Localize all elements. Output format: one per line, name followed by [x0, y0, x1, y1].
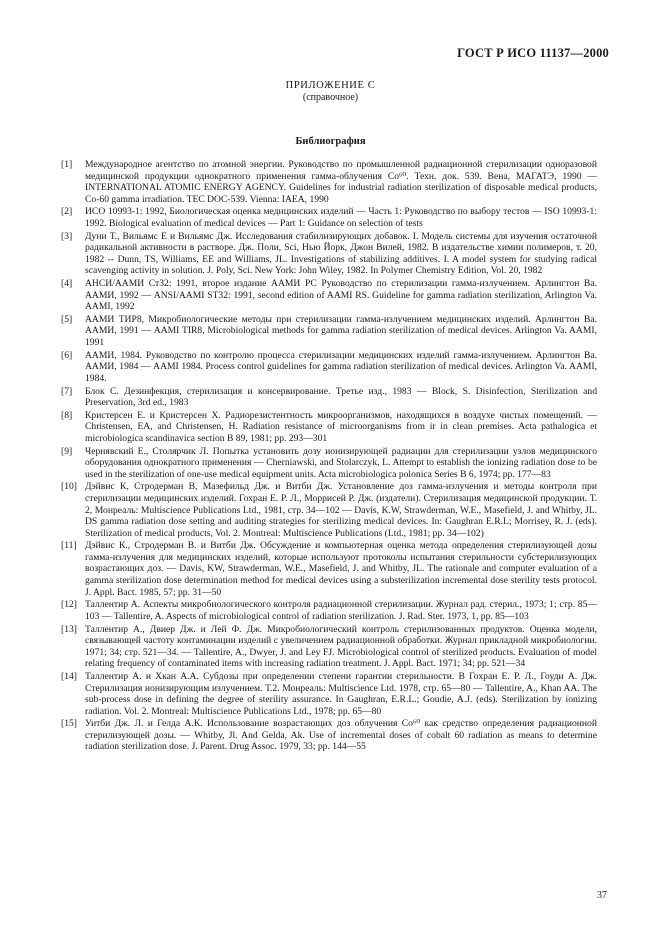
reference-item — [61, 278, 597, 313]
reference-item — [61, 624, 597, 670]
reference-item — [61, 481, 597, 539]
reference-number: [11] — [61, 540, 77, 552]
page-number: 37 — [597, 890, 607, 901]
reference-number: [5] — [61, 313, 73, 325]
reference-number: [14] — [61, 670, 77, 682]
reference-item — [61, 718, 597, 753]
reference-text: ААМИ, 1984. Руководство по контролю процесса стерилизации медицинских изделий гамма-излучением. Арлингтон Ва. ААМИ, 1984 — AAMI 1984. Process control guidelines for gamma radiation sterilization of medical devices. Arlington Va. AAMI, 1984. — [85, 349, 597, 384]
reference-number: [13] — [61, 623, 77, 635]
reference-text: ААМИ ТИР8, Микробиологические методы при стерилизации гамма-излучением медицинских изделий. Арлингтон Ва. ААМИ, 1991 — AAMI TIR8, Microbiological methods for gamma radiation sterilization of medical devices. Arlington Va. AAMI, 1991 — [85, 313, 597, 348]
reference-item — [61, 599, 597, 622]
reference-item — [61, 314, 597, 349]
reference-number: [2] — [61, 206, 73, 218]
reference-text: ИСО 10993-1: 1992, Биологическая оценка медицинских изделий — Часть 1: Руководство по выбору тестов — ISO 10993-1: 1992. Biological evaluation of medical devices — Part 1: Guidance on selection of tests — [85, 206, 597, 229]
reference-item — [61, 206, 597, 229]
document-standard-header: ГОСТ Р ИСО 11137—2000 — [457, 46, 609, 60]
reference-item — [61, 671, 597, 717]
reference-number: [3] — [61, 230, 73, 242]
reference-number: [9] — [61, 445, 73, 457]
reference-text: Блок С. Дезинфекция, стерилизация и консервирование. Третье изд., 1983 — Block, S. Disinfection, Sterilization and Preservation, 3rd ed., 1983 — [85, 385, 597, 409]
reference-item — [61, 540, 597, 598]
reference-item — [61, 159, 597, 205]
reference-text: Дэйвис К, Стродерман В, Мазефильд Дж. и Витби Дж. Установление доз гамма-излучения и методы контроля при стерилизации медицинских изделий. Гохран Е. Р. Л., Моррисей Р. Дж. (издатели). Стерилизация медицинской продукции. Т. 2, Монреаль: Multiscience Publications Ltd., 1981, стр. 34—102 — Davis, K.W, Strawderman, W.E., Masefield, J. and Whitby, JL. DS gamma radiation dose setting and auditing strategies for sterilizing medical devices. In: Gaughran E.R.L; Morrisey, R. J. (eds). Sterilization of medical products, Vol. 2. Montreal: Multiscience Publications (Ltd., 1981; pp. 34—102) — [85, 481, 597, 539]
reference-number: [1] — [61, 159, 73, 170]
reference-item — [61, 446, 597, 481]
appendix-subtitle: (справочное) — [302, 92, 359, 103]
reference-text: Таллентир А., Двиер Дж. и Лей Ф. Дж. Микробиологический контроль стерилизованных продуктов. Оценка модели, связывающей частоту контаминации изделий с увеличением радиационной обработки. Журнал прикладной микробиологии. 1971; 34; стр. 521—34. — Tallentire, A., Dwyer, J. and Ley FJ. Microbiological control of sterilized products. Evaluation of model relating frequency of contaminated items with increasing radiation treatment. J. Appl. Bact. 1971; 34; pp. 521—34 — [85, 623, 597, 670]
reference-text: АНСИ/ААМИ Ст32: 1991, второе издание ААМИ РС Руководство по стерилизации гамма-излучением. Арлингтон Ва. ААМИ, 1992 — ANSI/AAMI ST32: 1991, second edition of AAMI RS. Guideline for gamma radiation sterilization, Arlington Va. AAMI, 1992 — [85, 278, 597, 313]
appendix-heading — [0, 80, 661, 104]
reference-number: [12] — [61, 599, 77, 611]
reference-text: Международное агентство по атомной энергии. Руководство по промышленной радиационной стерилизации одноразовой медицинской продукции однократного применения гамма-облучения Co⁶⁰. Техн. док. 539. Вена, МАГАТЭ, 1990 — INTERNATIONAL ATOMIC ENERGY AGENCY. Guidelines for industrial radiation sterilization of disposable medical products, Co-60 gamma irradiation. TEC DOC-539. Vienna: IAEA, 1990 — [85, 159, 597, 205]
reference-number: [6] — [61, 349, 73, 361]
reference-number: [10] — [61, 481, 77, 493]
reference-number: [7] — [61, 385, 73, 397]
reference-item — [61, 386, 597, 409]
reference-item — [61, 231, 597, 277]
reference-text: Таллентир А. Аспекты микробиологического контроля радиационной стерилизации. Журнал рад. стерил., 1973; 1; стр. 85—103 — Tallentire, A. Aspects of microbiological control of radiation sterilization. J. Rad. Ster. 1973, 1, pp. 85—103 — [85, 599, 597, 622]
reference-item — [61, 350, 597, 385]
reference-item — [61, 410, 597, 445]
appendix-title: ПРИЛОЖЕНИЕ С — [285, 80, 376, 91]
reference-text: Чернявский Е., Столярчик Л. Попытка установить дозу ионизирующей радиации для стерилизации узлов медицинского оборудования однократного применения — Cherniawski, and Stolarczyk, L. Attempt to establish the ionizing radiation dose to be used in the sterilization of one-use medical equipment units. Acta microbiologica polonica Series B 6, 1974; pp. 177—83 — [85, 445, 597, 480]
reference-list — [61, 159, 597, 754]
bibliography-title: Библиография — [295, 136, 366, 147]
reference-number: [8] — [61, 409, 73, 421]
reference-text: Таллентир А. и Хкан А.А. Субдозы при определении степени гарантии стерильности. В Гохран Е. Р. Л., Гоуди А. Дж. Стерилизация ионизирующим излучением. Т.2. Монреаль: Multiscience Ltd. 1978, стр. 65—80 — Tallentire, A., Khan AA. The sub-process dose in defining the degree of sterility assurance. In Gaughran, E.R.L.; Goudie, A.J. (eds). Sterilization by ionizing radiation. Vol. 2. Montreal: Multiscience Publications Ltd., 1978; pp. 65—80 — [85, 670, 597, 717]
reference-text: Уитби Дж. Л. и Гелда А.К. Использование возрастающих доз облучения Co⁶⁰ как средство определения радиационной стерилизующей дозы. — Whitby, Jl. And Gelda, Ak. Use of incremental doses of cobalt 60 radiation as means to determine radiation sterilization dose. J. Parent. Drug Assoc. 1979, 33; pp. 144—55 — [85, 718, 597, 753]
reference-text: Кристерсен Е. и Кристерсен Х. Радиорезистентность микроорганизмов, находящихся в воздухе чистых помещений. — Christensen, EA, and Christensen, H. Radiation resistance of microorganisms from ir in clean premises. Acta pathalogica et microbiologica scandinavica section B 89, 1981; pp. 293—301 — [85, 409, 597, 444]
reference-number: [15] — [61, 718, 77, 730]
reference-text: Дэйвис К., Стродерман В. и Витби Дж. Обсуждение и компьютерная оценка метода определения стерилизующей дозы гамма-излучения для медицинских изделий, которые используют протоколы испытания стерильности субстерилизующих возрастающих доз. — Davis, KW, Strawderman, W.E., Masefield, J. and Whitby, JL. The rationale and computer evaluation of a gamma sterilization dose determination method for medical devices using a substerilization incremental dose sterility tests protocol. J. Appl. Bact. 1985, 57; pp. 31—50 — [85, 540, 597, 598]
reference-text: Дуни Т., Вильямс Е и Вильямс Дж. Исследования стабилизирующих добавок. I. Модель системы для изучения остаточной радикальной активности в растворе. Дж. Поли, Sci, Нью Йорк, Джон Вилей, 1982. В издательстве химии полимеров, т. 20, 1982 -- Dunn, TS, Williams, EE and Williams, JL. Investigations of stabilizing additives. I. A model system for studying radical scavenging activity in solution. J. Poly, Sci. New York: John Wiley, 1982. In Polymer Chemistry Edition, Vol. 20, 1982 — [85, 230, 597, 277]
reference-number: [4] — [61, 278, 73, 290]
